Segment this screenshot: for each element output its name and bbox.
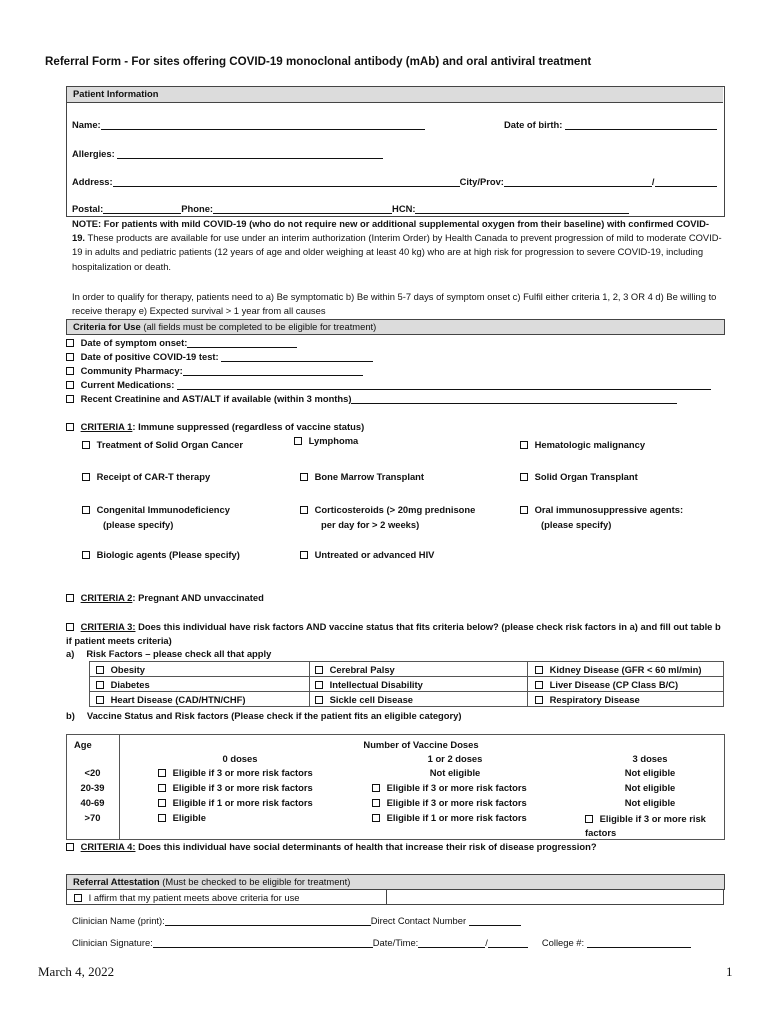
risk-respiratory-label: Respiratory Disease (549, 694, 640, 705)
c1-solid-organ (520, 471, 638, 482)
criteria2-checkbox[interactable] (66, 594, 74, 602)
test-field[interactable] (221, 351, 373, 362)
criteria4-row (66, 841, 597, 852)
c1-congenital-specify: (please specify) (103, 518, 174, 530)
criteria2-label: CRITERIA 2 (80, 592, 133, 603)
c1-bone-marrow (300, 471, 424, 482)
date-time-label: Date/Time: (372, 937, 419, 948)
attestation-header (73, 876, 350, 887)
risk-sickle-cell-label: Sickle cell Disease (329, 694, 414, 705)
risk-kidney-checkbox[interactable] (535, 666, 543, 674)
address-label: Address: (72, 176, 113, 187)
c12-row2-label: Eligible if 3 or more risk factors (386, 782, 527, 793)
c0-row1 (158, 767, 313, 778)
c1-corticosteroids-label: Corticosteroids (> 20mg prednisone (314, 504, 476, 515)
criteria3-text: Does this individual have risk factors AND vaccine status that fits criteria below? (please check risk factors in a) and fill out table b if patient meets criteria) (66, 621, 721, 646)
c12-row2 (372, 782, 527, 793)
affirm-row (74, 892, 299, 903)
affirm-checkbox[interactable] (74, 894, 82, 902)
name-label: Name: (72, 119, 101, 130)
attestation-header-rest: (Must be checked to be eligible for treatment) (159, 876, 351, 887)
risk-sickle-cell (315, 694, 413, 705)
meds-field[interactable] (177, 379, 711, 390)
phone-field[interactable] (213, 203, 392, 214)
risk-kidney-label: Kidney Disease (GFR < 60 ml/min) (549, 664, 702, 675)
criteria1-row (66, 421, 364, 432)
covid-note (72, 217, 722, 274)
risk-heart-label: Heart Disease (CAD/HTN/CHF) (110, 694, 246, 705)
risk-kidney (535, 664, 701, 675)
c1-biologic-checkbox[interactable] (82, 551, 90, 559)
risk-heart-checkbox[interactable] (96, 696, 104, 704)
c1-biologic (82, 549, 240, 560)
age-over-70: >70 (84, 812, 101, 823)
direct-contact-field[interactable] (469, 915, 521, 926)
c12-row4 (372, 812, 527, 823)
risk-intellectual-checkbox[interactable] (315, 681, 323, 689)
c3-row1: Not eligible (624, 767, 676, 778)
age-under-20: <20 (84, 767, 101, 778)
city-field[interactable] (504, 176, 652, 187)
c1-oral-immuno-label: Oral immunosuppressive agents: (534, 504, 684, 515)
c1-solid-cancer (82, 439, 243, 450)
c1-corticosteroids (300, 503, 475, 532)
risk-diabetes (96, 679, 150, 690)
risk-cerebral-palsy (315, 664, 395, 675)
risk-table-hline1 (89, 676, 723, 677)
criteria-use-header (73, 321, 376, 332)
dob-field[interactable] (565, 119, 717, 130)
prov-field[interactable] (655, 176, 717, 187)
address-row (72, 176, 717, 187)
risk-intellectual (315, 679, 423, 690)
pharmacy-label: Community Pharmacy: (80, 365, 183, 376)
risk-respiratory (535, 694, 640, 705)
onset-field[interactable] (187, 337, 297, 348)
c12-row4-checkbox[interactable] (372, 814, 380, 822)
criteria4-text: Does this individual have social determinants of health that increase their risk of disease progression? (135, 841, 597, 852)
allergies-field[interactable] (117, 148, 383, 159)
risk-diabetes-label: Diabetes (110, 679, 150, 690)
test-checkbox[interactable] (66, 353, 74, 361)
c1-solid-organ-label: Solid Organ Transplant (534, 471, 638, 482)
clinician-name-row (72, 915, 521, 926)
criteria-use-header-rest: (all fields must be completed to be eligible for treatment) (140, 321, 377, 332)
c1-oral-immuno-checkbox[interactable] (520, 506, 528, 514)
c1-solid-cancer-label: Treatment of Solid Organ Cancer (96, 439, 243, 450)
criteria4-label: CRITERIA 4: (80, 841, 136, 852)
risk-a-marker: a) (66, 648, 75, 659)
criteria-use-header-bold: Criteria for Use (73, 321, 141, 332)
risk-table-hline2 (89, 691, 723, 692)
dob-label: Date of birth: (504, 119, 563, 130)
affirm-box-right (385, 889, 724, 905)
labs-field[interactable] (351, 393, 677, 404)
criteria1-label: CRITERIA 1 (80, 421, 133, 432)
form-title: Referral Form - For sites offering COVID-19 monoclonal antibody (mAb) and oral antiviral treatment (45, 55, 592, 68)
c12-row3-checkbox[interactable] (372, 799, 380, 807)
risk-cerebral-palsy-checkbox[interactable] (315, 666, 323, 674)
c1-congenital (82, 503, 230, 532)
c0-row3-checkbox[interactable] (158, 799, 166, 807)
c1-biologic-label: Biologic agents (Please specify) (96, 549, 240, 560)
test-label: Date of positive COVID-19 test: (80, 351, 219, 362)
criteria2-text: : Pregnant AND unvaccinated (132, 592, 264, 603)
c1-hiv-checkbox[interactable] (300, 551, 308, 559)
risk-cerebral-palsy-label: Cerebral Palsy (329, 664, 395, 675)
risk-obesity-checkbox[interactable] (96, 666, 104, 674)
c3-row3: Not eligible (624, 797, 676, 808)
c12-row3 (372, 797, 527, 808)
name-row (72, 119, 425, 130)
c3-row4-checkbox[interactable] (585, 815, 593, 823)
date-field[interactable] (418, 937, 485, 948)
city-prov-label: City/Prov: (459, 176, 504, 187)
labs-label: Recent Creatinine and AST/ALT if available (within 3 months) (80, 393, 352, 404)
college-label: College #: (541, 937, 585, 948)
c0-row1-checkbox[interactable] (158, 769, 166, 777)
signature-field[interactable] (153, 937, 373, 948)
clinician-name-field[interactable] (165, 915, 371, 926)
c1-hematologic-checkbox[interactable] (520, 441, 528, 449)
criteria-use-item-meds (66, 379, 711, 390)
c0-row4-label: Eligible (172, 812, 206, 823)
criteria-use-item-onset (66, 337, 297, 348)
c0-row4-checkbox[interactable] (158, 814, 166, 822)
risk-table-vline2 (527, 661, 528, 706)
c3-row2: Not eligible (624, 782, 676, 793)
age-40-69: 40-69 (80, 797, 105, 808)
attestation-header-bold: Referral Attestation (73, 876, 160, 887)
c0-row2-checkbox[interactable] (158, 784, 166, 792)
patient-info-header: Patient Information (73, 88, 159, 99)
c12-row1: Not eligible (429, 767, 481, 778)
criteria1-checkbox[interactable] (66, 423, 74, 431)
c0-row4 (158, 812, 206, 823)
patient-info-header-bar (67, 87, 723, 103)
col-3-doses: 3 doses (632, 753, 668, 764)
c0-row2 (158, 782, 313, 793)
risk-factors-intro (66, 648, 271, 659)
c1-car-t-label: Receipt of CAR-T therapy (96, 471, 211, 482)
pharmacy-checkbox[interactable] (66, 367, 74, 375)
criteria-use-item-pharmacy (66, 365, 363, 376)
risk-table-vline1 (309, 661, 310, 706)
meds-checkbox[interactable] (66, 381, 74, 389)
c1-solid-cancer-checkbox[interactable] (82, 441, 90, 449)
criteria4-checkbox[interactable] (66, 843, 74, 851)
c1-hiv-label: Untreated or advanced HIV (314, 549, 435, 560)
allergies-label: Allergies: (72, 148, 115, 159)
signature-label: Clinician Signature: (72, 937, 153, 948)
c1-hematologic (520, 439, 645, 450)
risk-liver-checkbox[interactable] (535, 681, 543, 689)
criteria2-row (66, 592, 264, 603)
c1-car-t (82, 471, 210, 482)
meds-label: Current Medications: (80, 379, 175, 390)
doses-header: Number of Vaccine Doses (363, 739, 479, 750)
college-field[interactable] (587, 937, 691, 948)
criteria3-checkbox[interactable] (66, 623, 74, 631)
note-bold-text: NOTE: For patients with mild COVID-19 (who do not require new or additional supplemental oxygen from their baseline) with confirmed COVID-19. (72, 218, 710, 244)
qualify-text: In order to qualify for therapy, patients need to a) Be symptomatic b) Be within 5-7 days of symptom onset c) Fulfil either criteria 1, 2, 3 OR 4 d) Be willing to receive therapy e) Expected survival > 1 year from all causes (72, 291, 717, 316)
clinician-signature-row (72, 937, 691, 948)
onset-checkbox[interactable] (66, 339, 74, 347)
allergies-row (72, 148, 383, 159)
risk-obesity-label: Obesity (110, 664, 145, 675)
dob-row (504, 119, 717, 130)
pharmacy-field[interactable] (183, 365, 363, 376)
labs-checkbox[interactable] (66, 395, 74, 403)
criteria3-row (66, 620, 722, 648)
footer-date: March 4, 2022 (38, 964, 115, 979)
c1-lymphoma-checkbox[interactable] (294, 437, 302, 445)
risk-respiratory-checkbox[interactable] (535, 696, 543, 704)
city-slash: / (651, 176, 655, 187)
postal-label: Postal: (72, 203, 104, 214)
c0-row3 (158, 797, 313, 808)
c1-hiv (300, 549, 434, 560)
date-time-slash: / (485, 937, 488, 948)
age-20-39: 20-39 (80, 782, 105, 793)
c0-row3-label: Eligible if 1 or more risk factors (172, 797, 313, 808)
criteria3-label: CRITERIA 3: (80, 621, 136, 632)
hcn-field[interactable] (415, 203, 629, 214)
criteria-use-item-test (66, 351, 373, 362)
c1-bone-marrow-label: Bone Marrow Transplant (314, 471, 425, 482)
c0-row2-label: Eligible if 3 or more risk factors (172, 782, 313, 793)
c0-row1-label: Eligible if 3 or more risk factors (172, 767, 313, 778)
risk-diabetes-checkbox[interactable] (96, 681, 104, 689)
c1-congenital-label: Congenital Immunodeficiency (96, 504, 230, 515)
postal-field[interactable] (103, 203, 181, 214)
c1-congenital-checkbox[interactable] (82, 506, 90, 514)
criteria1-text: : Immune suppressed (regardless of vaccine status) (132, 421, 365, 432)
c1-corticosteroids-detail: per day for > 2 weeks) (321, 518, 420, 530)
risk-obesity (96, 664, 145, 675)
affirm-label: I affirm that my patient meets above criteria for use (88, 892, 300, 903)
c3-row4-label: Eligible if 3 or more risk factors (585, 813, 706, 838)
c1-hematologic-label: Hematologic malignancy (534, 439, 646, 450)
col-1-2-doses: 1 or 2 doses (427, 753, 483, 764)
risk-a-text: Risk Factors – please check all that apply (86, 648, 272, 659)
name-field[interactable] (101, 119, 425, 130)
c1-oral-immuno (520, 503, 683, 532)
c1-car-t-checkbox[interactable] (82, 473, 90, 481)
risk-intellectual-label: Intellectual Disability (329, 679, 423, 690)
criteria-use-item-labs (66, 393, 677, 404)
risk-liver (535, 679, 678, 690)
risk-sickle-cell-checkbox[interactable] (315, 696, 323, 704)
hcn-label: HCN: (392, 203, 416, 214)
risk-heart (96, 694, 246, 705)
risk-b-text: Vaccine Status and Risk factors (Please check if the patient fits an eligible category) (86, 710, 462, 721)
c1-corticosteroids-checkbox[interactable] (300, 506, 308, 514)
phone-label: Phone: (181, 203, 214, 214)
c1-bone-marrow-checkbox[interactable] (300, 473, 308, 481)
c1-lymphoma-label: Lymphoma (308, 435, 359, 446)
col-0-doses: 0 doses (222, 753, 258, 764)
c12-row4-label: Eligible if 1 or more risk factors (386, 812, 527, 823)
onset-label: Date of symptom onset: (80, 337, 188, 348)
note-text: These products are available for use under an interim authorization (Interim Order) by Health Canada to prevent progression of mild to moderate COVID-19 in adults and pediatric patients (12 years of age and older weighing at least 40 kg) who are at high risk for progression to severe COVID-19, including hospitalization or death. (72, 232, 722, 272)
c1-solid-organ-checkbox[interactable] (520, 473, 528, 481)
address-field[interactable] (113, 176, 460, 187)
risk-b-marker: b) (66, 710, 75, 721)
c12-row2-checkbox[interactable] (372, 784, 380, 792)
c12-row3-label: Eligible if 3 or more risk factors (386, 797, 527, 808)
page-number: 1 (726, 964, 733, 979)
time-field[interactable] (488, 937, 528, 948)
age-header: Age (74, 739, 92, 750)
c1-oral-immuno-specify: (please specify) (541, 518, 612, 530)
c1-lymphoma (294, 435, 358, 446)
clinician-name-label: Clinician Name (print): (72, 915, 165, 926)
c3-row4 (585, 812, 723, 840)
direct-contact-label: Direct Contact Number (370, 915, 467, 926)
postal-row (72, 203, 629, 214)
risk-liver-label: Liver Disease (CP Class B/C) (549, 679, 679, 690)
vaccine-status-intro (66, 710, 461, 721)
